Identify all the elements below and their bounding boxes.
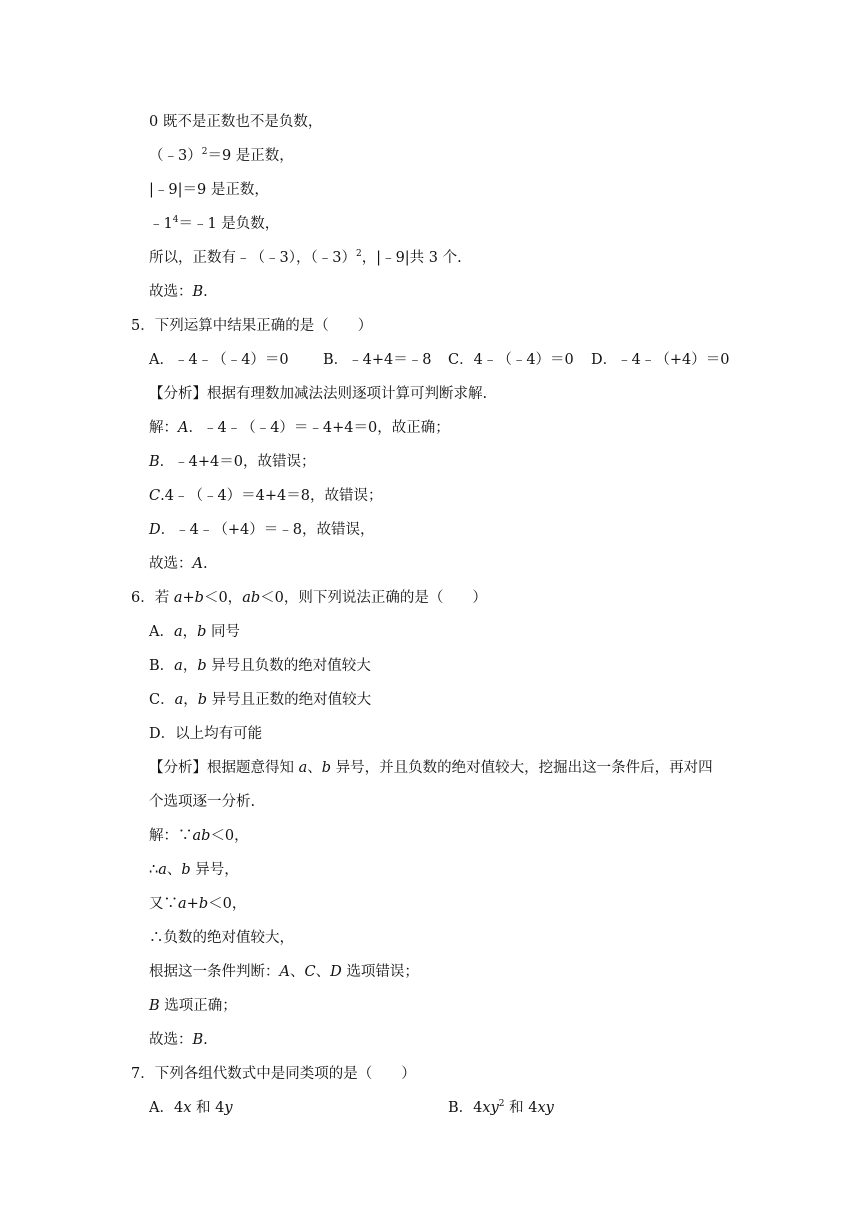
answer-line: 故选：B. xyxy=(149,284,208,300)
option-a: A．﹣4﹣（﹣4）＝0 xyxy=(149,352,289,368)
option-a: A．4x 和 4y xyxy=(149,1100,233,1116)
solution-line: 所以，正数有﹣（﹣3），（﹣3）$^2$，|﹣9|共 3 个. xyxy=(149,249,462,266)
option-b: B．$4xy^2$ 和 4xy xyxy=(448,1099,554,1116)
solution-line: 0 既不是正数也不是负数， xyxy=(149,114,323,130)
analysis-line: 【分析】根据题意得知 a、b 异号，并且负数的绝对值较大，挖掘出这一条件后，再对四 xyxy=(149,760,713,776)
solution-line: 根据这一条件判断：A、C、D 选项错误； xyxy=(149,964,419,980)
solution-line: 解：∵ab＜0， xyxy=(149,828,249,844)
solution-line: D．﹣4﹣（+4）＝﹣8，故错误， xyxy=(149,522,375,538)
solution-line: C.4﹣（﹣4）＝4+4＝8，故错误； xyxy=(149,488,383,504)
question-stem: 7．下列各组代数式中是同类项的是（ ） xyxy=(131,1066,416,1082)
analysis-line: 【分析】根据有理数加减法法则逐项计算可判断求解. xyxy=(149,386,488,402)
question-stem: 6．若 a+b＜0，ab＜0，则下列说法正确的是（ ） xyxy=(131,590,487,606)
solution-line: $﹣1^4=﹣1$ 是负数， xyxy=(149,215,280,232)
answer-line: 故选：A. xyxy=(149,556,208,572)
solution-line: ∴a、b 异号， xyxy=(149,862,239,878)
question-stem: 5．下列运算中结果正确的是（ ） xyxy=(131,318,373,334)
option-d: D．以上均有可能 xyxy=(149,726,263,742)
solution-line: 又∵a+b＜0， xyxy=(149,896,247,912)
solution-line: （﹣3）$^2$＝9 是正数， xyxy=(149,147,294,164)
solution-line: 解：A．﹣4﹣（﹣4）＝﹣4+4＝0，故正确； xyxy=(149,420,450,436)
option-c: C．4﹣（﹣4）＝0 xyxy=(448,352,574,368)
option-c: C．a，b 异号且正数的绝对值较大 xyxy=(149,692,372,708)
answer-line: 故选：B. xyxy=(149,1032,208,1048)
option-b: B．a，b 异号且负数的绝对值较大 xyxy=(149,658,371,674)
solution-line: B 选项正确； xyxy=(149,998,237,1014)
solution-line: ∴负数的绝对值较大， xyxy=(149,930,294,946)
analysis-line: 个选项逐一分析. xyxy=(149,794,256,810)
solution-line: |﹣9|＝9 是正数， xyxy=(149,182,269,198)
option-b: B．﹣4+4＝﹣8 xyxy=(323,352,432,368)
option-a: A．a，b 同号 xyxy=(149,624,241,640)
solution-line: B．﹣4+4＝0，故错误； xyxy=(149,454,316,470)
option-d: D．﹣4﹣（+4）＝0 xyxy=(591,352,730,368)
